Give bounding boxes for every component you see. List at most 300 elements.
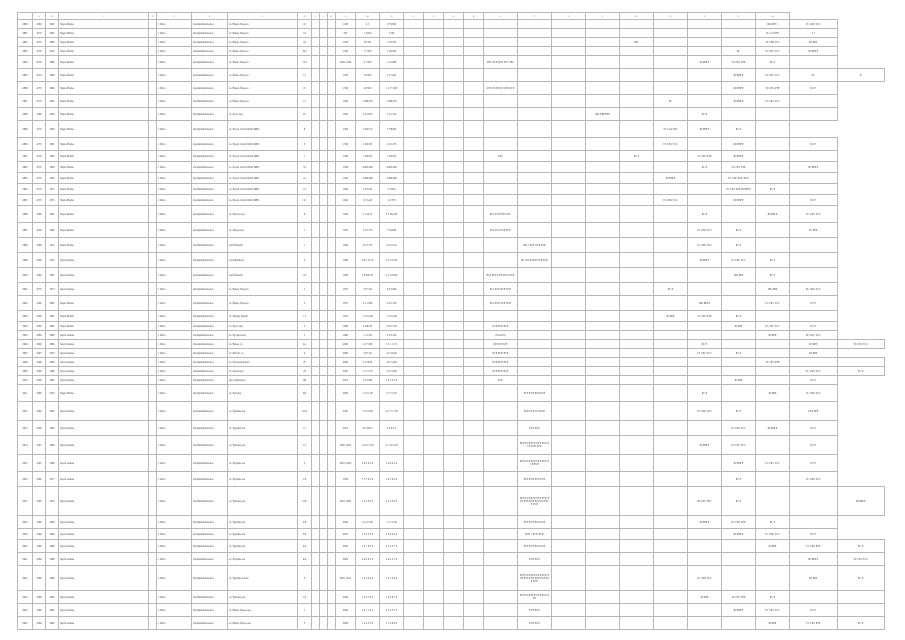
table-cell[interactable]: 567 (336, 29, 356, 38)
table-cell[interactable]: Sepra Suanee (59, 604, 149, 617)
table-cell[interactable]: 1969 (46, 358, 59, 367)
table-cell[interactable]: Sepra Suanee (59, 617, 149, 630)
table-cell[interactable] (464, 296, 484, 311)
table-cell[interactable] (444, 69, 464, 82)
table-cell[interactable]: 2 3 1 630 (356, 296, 380, 311)
table-cell[interactable]: ID PPP (722, 376, 756, 385)
column-header[interactable]: T (518, 13, 552, 20)
table-cell[interactable]: 1 5 1 1 3 0 (380, 340, 404, 349)
table-cell[interactable]: 1 Poria (157, 69, 192, 82)
table-cell[interactable] (484, 238, 518, 253)
table-cell[interactable]: 2280 (33, 553, 46, 566)
table-cell[interactable] (484, 173, 518, 184)
table-cell[interactable] (149, 184, 157, 195)
table-cell[interactable] (444, 472, 464, 487)
table-cell[interactable]: PC E (722, 487, 756, 516)
table-cell[interactable] (404, 20, 424, 29)
table-cell[interactable]: 2004 (336, 604, 356, 617)
table-cell[interactable] (837, 591, 885, 604)
table-cell[interactable] (464, 121, 484, 138)
table-cell[interactable]: vs. Baupo Nopoou (228, 29, 298, 38)
table-cell[interactable]: ID PPP P (722, 95, 756, 108)
table-cell[interactable] (552, 367, 586, 376)
table-cell[interactable]: vs. Baupo Nopoooou (228, 604, 298, 617)
table-cell[interactable] (444, 349, 464, 358)
table-cell[interactable]: ID 1 ECE ECE ECE ECE (518, 253, 552, 268)
table-cell[interactable] (424, 331, 444, 340)
table-cell[interactable]: TC CEC TCC (722, 253, 756, 268)
table-cell[interactable] (756, 566, 790, 591)
table-cell[interactable]: 1970 (46, 253, 59, 268)
table-cell[interactable]: Oooibpmmadoodoo (192, 472, 228, 487)
table-cell[interactable] (320, 162, 328, 173)
table-cell[interactable] (552, 69, 586, 82)
table-cell[interactable] (149, 540, 157, 553)
table-cell[interactable] (620, 238, 654, 253)
table-cell[interactable]: vs. Baupo Nopoou (228, 296, 298, 311)
table-cell[interactable]: Nepra Pluma (59, 206, 149, 223)
table-cell[interactable] (688, 20, 722, 29)
table-cell[interactable]: ID PPP P (722, 529, 756, 540)
table-cell[interactable] (722, 617, 756, 630)
table-cell[interactable]: 5 (298, 322, 312, 331)
table-cell[interactable]: PC E (790, 82, 838, 95)
table-cell[interactable] (312, 253, 320, 268)
table-cell[interactable] (320, 253, 328, 268)
table-cell[interactable]: vs. Pyoex Caraxt Nelbt MBC (228, 195, 298, 206)
table-cell[interactable] (444, 529, 464, 540)
table-cell[interactable]: 2890 (18, 138, 33, 151)
table-cell[interactable]: 2280 (33, 253, 46, 268)
table-cell[interactable]: 2260 (33, 20, 46, 29)
table-cell[interactable] (620, 553, 654, 566)
table-cell[interactable] (688, 184, 722, 195)
table-cell[interactable] (464, 385, 484, 402)
table-cell[interactable] (688, 472, 722, 487)
table-cell[interactable]: 2260 (33, 540, 46, 553)
table-cell[interactable] (312, 540, 320, 553)
table-cell[interactable] (149, 367, 157, 376)
table-cell[interactable]: Nepra Pluma (59, 223, 149, 238)
table-cell[interactable]: 2280 (33, 331, 46, 340)
table-cell[interactable]: 2280 (33, 385, 46, 402)
table-cell[interactable] (404, 402, 424, 421)
table-cell[interactable]: 2917 (18, 487, 33, 516)
table-cell[interactable] (654, 253, 688, 268)
table-cell[interactable]: 2886 (18, 82, 33, 95)
column-header[interactable]: S (484, 13, 518, 20)
table-cell[interactable] (518, 29, 552, 38)
table-cell[interactable] (328, 566, 336, 591)
table-cell[interactable]: 2 0 5 9 4 0 (380, 472, 404, 487)
table-cell[interactable] (424, 238, 444, 253)
table-cell[interactable]: 1968 (46, 331, 59, 340)
table-cell[interactable]: 4 803,000 (356, 162, 380, 173)
table-cell[interactable] (654, 376, 688, 385)
table-cell[interactable] (404, 195, 424, 206)
table-cell[interactable] (620, 340, 654, 349)
table-cell[interactable]: 1 Poria (157, 29, 192, 38)
table-cell[interactable]: 1970 (46, 385, 59, 402)
table-cell[interactable] (654, 617, 688, 630)
table-cell[interactable] (552, 223, 586, 238)
table-cell[interactable] (149, 108, 157, 121)
table-cell[interactable]: 2280 (33, 206, 46, 223)
table-cell[interactable] (149, 47, 157, 56)
table-cell[interactable] (654, 540, 688, 553)
table-cell[interactable]: Oooibpmmadoodoo (192, 173, 228, 184)
table-cell[interactable] (586, 358, 620, 367)
table-cell[interactable]: 1 4 6 4 2 9 (380, 529, 404, 540)
table-cell[interactable] (149, 331, 157, 340)
table-cell[interactable]: TC CEC PTE (722, 56, 756, 69)
table-cell[interactable] (424, 311, 444, 322)
table-cell[interactable]: 17 (298, 95, 312, 108)
table-cell[interactable] (756, 553, 790, 566)
table-cell[interactable]: 1957 (336, 283, 356, 296)
table-cell[interactable] (484, 617, 518, 630)
table-cell[interactable]: TC CEC TCC (756, 296, 790, 311)
column-header[interactable]: N (380, 13, 404, 20)
table-cell[interactable] (586, 553, 620, 566)
table-cell[interactable] (312, 38, 320, 47)
table-cell[interactable]: Oooibpmmadoodoo (192, 69, 228, 82)
table-cell[interactable] (464, 184, 484, 195)
table-cell[interactable]: 2916 (18, 472, 33, 487)
table-cell[interactable]: 1 030,370 (356, 95, 380, 108)
column-header[interactable]: E (157, 13, 192, 20)
table-cell[interactable] (464, 253, 484, 268)
table-cell[interactable]: ID PPP P (722, 604, 756, 617)
table-cell[interactable] (424, 376, 444, 385)
table-cell[interactable]: 2270 (33, 82, 46, 95)
table-cell[interactable]: 1 Poria (157, 95, 192, 108)
table-cell[interactable]: 4 0 3,770 (356, 238, 380, 253)
table-cell[interactable]: Nepra Pluma (59, 311, 149, 322)
table-cell[interactable]: IDL PPP (756, 283, 790, 296)
table-cell[interactable] (149, 296, 157, 311)
table-cell[interactable]: 2002 (336, 553, 356, 566)
table-cell[interactable] (328, 311, 336, 322)
table-cell[interactable]: Sepra Suanee (59, 340, 149, 349)
table-cell[interactable]: Nepra Pluma (59, 238, 149, 253)
table-cell[interactable] (404, 238, 424, 253)
table-cell[interactable] (756, 121, 790, 138)
table-cell[interactable]: PC E (688, 108, 722, 121)
table-cell[interactable]: 2270 (33, 47, 46, 56)
table-cell[interactable] (518, 223, 552, 238)
table-cell[interactable] (620, 173, 654, 184)
table-cell[interactable]: ID PPP P (756, 421, 790, 436)
table-cell[interactable] (312, 20, 320, 29)
table-cell[interactable]: vs. Pyoex Caraxt Nelbt MBC (228, 162, 298, 173)
table-cell[interactable]: 4 360,000 (356, 173, 380, 184)
table-cell[interactable]: ECE ECE (518, 553, 552, 566)
table-cell[interactable] (149, 151, 157, 162)
table-cell[interactable] (320, 455, 328, 472)
table-cell[interactable] (312, 436, 320, 455)
table-cell[interactable] (424, 38, 444, 47)
table-cell[interactable] (688, 173, 722, 184)
column-header[interactable]: M (356, 13, 380, 20)
table-cell[interactable]: 2270 (33, 38, 46, 47)
table-cell[interactable] (328, 268, 336, 283)
table-cell[interactable]: TC CEC PTE ID PPP P (722, 184, 756, 195)
table-cell[interactable] (586, 20, 620, 29)
table-cell[interactable] (464, 283, 484, 296)
table-cell[interactable] (790, 56, 838, 69)
table-cell[interactable]: 1 8 0 0 3 30 (356, 436, 380, 455)
table-cell[interactable]: Sepra Suanee (59, 591, 149, 604)
table-cell[interactable] (404, 253, 424, 268)
table-cell[interactable] (552, 56, 586, 69)
table-cell[interactable] (312, 385, 320, 402)
table-cell[interactable] (586, 367, 620, 376)
table-cell[interactable]: 1 Poria (157, 151, 192, 162)
table-cell[interactable]: 2891 (18, 151, 33, 162)
table-cell[interactable]: vs. Popwaxpoomob (228, 358, 298, 367)
table-cell[interactable]: 2260 (33, 604, 46, 617)
table-cell[interactable]: vs. Pypeniooou (228, 455, 298, 472)
table-cell[interactable] (620, 56, 654, 69)
table-cell[interactable]: 1 Poria (157, 121, 192, 138)
table-cell[interactable]: 1 Poria (157, 553, 192, 566)
table-cell[interactable]: TC 1061 TCC (688, 223, 722, 238)
table-cell[interactable]: vs. Baupo Nopoou (228, 20, 298, 29)
table-cell[interactable] (484, 29, 518, 38)
table-cell[interactable]: PC E (790, 296, 838, 311)
table-cell[interactable]: TC CEC TCC (688, 349, 722, 358)
table-cell[interactable]: vs. Pypeniooou (228, 436, 298, 455)
table-cell[interactable]: vs. Ncbyoooou (228, 206, 298, 223)
table-cell[interactable] (654, 340, 688, 349)
table-cell[interactable]: PC E (722, 311, 756, 322)
table-cell[interactable]: 3/8 (298, 516, 312, 529)
table-cell[interactable]: 1967 (46, 138, 59, 151)
table-cell[interactable]: 2270 (33, 69, 46, 82)
table-cell[interactable] (518, 331, 552, 340)
table-cell[interactable]: 10 (298, 162, 312, 173)
table-cell[interactable] (586, 617, 620, 630)
table-cell[interactable] (444, 47, 464, 56)
table-cell[interactable] (552, 95, 586, 108)
column-header[interactable]: K (328, 13, 336, 20)
table-cell[interactable] (404, 121, 424, 138)
table-cell[interactable] (328, 47, 336, 56)
table-cell[interactable] (586, 402, 620, 421)
table-cell[interactable]: TC CEC TCC (756, 69, 790, 82)
table-cell[interactable] (620, 184, 654, 195)
table-cell[interactable]: 1963 (46, 121, 59, 138)
table-cell[interactable] (464, 591, 484, 604)
table-cell[interactable]: 4/4 (298, 540, 312, 553)
table-cell[interactable]: PC E (722, 349, 756, 358)
table-cell[interactable]: 2001 (336, 529, 356, 540)
table-cell[interactable]: 1 Poria (157, 436, 192, 455)
table-cell[interactable] (464, 268, 484, 283)
table-cell[interactable]: 2280 (33, 268, 46, 283)
table-cell[interactable]: TC 1061 TCC (790, 385, 838, 402)
table-cell[interactable] (552, 238, 586, 253)
table-cell[interactable]: TC CEC PTE (790, 617, 838, 630)
table-cell[interactable]: ECE ECE ECE (484, 367, 518, 376)
table-cell[interactable] (688, 540, 722, 553)
table-cell[interactable] (756, 151, 790, 162)
table-cell[interactable] (756, 402, 790, 421)
table-cell[interactable]: 2280 (33, 376, 46, 385)
table-cell[interactable] (312, 340, 320, 349)
table-cell[interactable]: Sepra Suanee (59, 436, 149, 455)
table-cell[interactable]: ID PPP (756, 385, 790, 402)
table-cell[interactable]: 2000 (336, 349, 356, 358)
table-cell[interactable] (444, 376, 464, 385)
table-cell[interactable]: 1 3 9 4,40 (380, 311, 404, 322)
table-cell[interactable]: Oooibpmmadoodoo (192, 151, 228, 162)
table-cell[interactable] (790, 108, 838, 121)
table-cell[interactable]: Sepra Suanee (59, 283, 149, 296)
table-cell[interactable] (552, 617, 586, 630)
table-cell[interactable] (424, 195, 444, 206)
table-cell[interactable] (518, 38, 552, 47)
table-cell[interactable] (484, 472, 518, 487)
table-cell[interactable] (424, 173, 444, 184)
table-cell[interactable]: 1963 (46, 402, 59, 421)
table-cell[interactable]: Sepra Suanee (59, 358, 149, 367)
table-cell[interactable] (320, 82, 328, 95)
table-cell[interactable] (328, 340, 336, 349)
table-cell[interactable] (586, 349, 620, 358)
table-cell[interactable]: 2260 (33, 108, 46, 121)
table-cell[interactable]: 1962 (46, 604, 59, 617)
table-cell[interactable]: 2002 (336, 540, 356, 553)
table-cell[interactable]: 1943, 1924 (336, 56, 356, 69)
table-cell[interactable] (586, 121, 620, 138)
table-cell[interactable]: E (837, 69, 885, 82)
table-cell[interactable] (654, 436, 688, 455)
table-cell[interactable]: Oooibpmmadoodoo (192, 376, 228, 385)
table-cell[interactable]: 1977 (46, 472, 59, 487)
table-cell[interactable] (320, 121, 328, 138)
table-cell[interactable] (620, 108, 654, 121)
table-cell[interactable]: Oooibpmmadoodoo (192, 402, 228, 421)
table-cell[interactable]: Nepra Pluma (59, 69, 149, 82)
table-cell[interactable] (149, 487, 157, 516)
table-cell[interactable]: 2900 (18, 268, 33, 283)
table-cell[interactable] (722, 108, 756, 121)
column-header[interactable]: R (464, 13, 484, 20)
table-cell[interactable] (688, 455, 722, 472)
table-cell[interactable]: 2 440 20 (356, 322, 380, 331)
table-cell[interactable] (444, 367, 464, 376)
table-cell[interactable] (424, 206, 444, 223)
table-cell[interactable]: ECE ECE 2b 8 ECE (518, 402, 552, 421)
table-cell[interactable]: ECE PPP (790, 402, 838, 421)
table-cell[interactable] (518, 376, 552, 385)
column-header[interactable]: I (312, 13, 320, 20)
table-cell[interactable] (149, 20, 157, 29)
table-cell[interactable] (328, 455, 336, 472)
table-cell[interactable]: ID PPP (790, 38, 838, 47)
table-cell[interactable] (464, 195, 484, 206)
table-cell[interactable] (552, 402, 586, 421)
table-cell[interactable]: ECE ECE ECE ECE (518, 516, 552, 529)
table-cell[interactable]: 2921 (18, 553, 33, 566)
table-cell[interactable]: 1 Poria (157, 367, 192, 376)
table-cell[interactable]: 4 7 4 3 7 9 (380, 604, 404, 617)
table-cell[interactable]: 3 1 (790, 29, 838, 38)
table-cell[interactable] (586, 268, 620, 283)
table-cell[interactable] (149, 349, 157, 358)
table-cell[interactable]: 2918 (18, 516, 33, 529)
table-cell[interactable] (722, 367, 756, 376)
table-cell[interactable] (620, 376, 654, 385)
table-cell[interactable] (312, 376, 320, 385)
table-cell[interactable]: 4 5 0,370 (380, 138, 404, 151)
table-cell[interactable]: PC E (837, 617, 885, 630)
table-cell[interactable]: 25 (298, 268, 312, 283)
table-cell[interactable] (464, 20, 484, 29)
table-cell[interactable]: 1967 (46, 95, 59, 108)
table-cell[interactable] (464, 421, 484, 436)
table-cell[interactable]: PC E (620, 151, 654, 162)
table-cell[interactable] (654, 69, 688, 82)
table-cell[interactable] (654, 385, 688, 402)
table-cell[interactable]: PC E (688, 206, 722, 223)
table-cell[interactable]: 2270 (33, 56, 46, 69)
table-cell[interactable] (464, 553, 484, 566)
table-cell[interactable] (620, 385, 654, 402)
table-cell[interactable]: 2001 (336, 402, 356, 421)
table-cell[interactable] (688, 47, 722, 56)
table-cell[interactable]: PC CEC TCC (790, 331, 838, 340)
table-cell[interactable]: vs. Baupo Nopoou (228, 82, 298, 95)
table-cell[interactable]: 3 2 7 8,270 (380, 253, 404, 268)
table-cell[interactable] (586, 331, 620, 340)
table-cell[interactable] (518, 283, 552, 296)
table-cell[interactable]: 1967 (46, 29, 59, 38)
table-cell[interactable]: 1 Poria (157, 138, 192, 151)
table-cell[interactable] (149, 195, 157, 206)
table-cell[interactable] (620, 540, 654, 553)
table-cell[interactable]: 1963 (46, 173, 59, 184)
table-cell[interactable]: 1 (298, 151, 312, 162)
table-cell[interactable] (654, 604, 688, 617)
table-cell[interactable] (518, 184, 552, 195)
table-cell[interactable]: 1 (298, 604, 312, 617)
table-cell[interactable] (552, 421, 586, 436)
table-cell[interactable]: TC 1961 TCC (688, 238, 722, 253)
table-cell[interactable] (312, 604, 320, 617)
table-cell[interactable] (328, 516, 336, 529)
table-cell[interactable]: 3 5 80,0 (380, 184, 404, 195)
table-cell[interactable] (484, 385, 518, 402)
table-cell[interactable]: Sepra Suanee (59, 516, 149, 529)
table-cell[interactable]: 2001, 2001 (336, 487, 356, 516)
table-cell[interactable]: PC E (722, 238, 756, 253)
table-cell[interactable] (149, 206, 157, 223)
table-cell[interactable]: 10 (298, 20, 312, 29)
table-cell[interactable]: DTC ECE ECE TEC TEC (484, 56, 518, 69)
table-cell[interactable] (464, 487, 484, 516)
table-cell[interactable]: 17 (298, 421, 312, 436)
table-cell[interactable]: 1 (298, 283, 312, 296)
table-cell[interactable]: 2000 (336, 358, 356, 367)
table-cell[interactable] (552, 296, 586, 311)
table-cell[interactable]: PC E (837, 540, 885, 553)
table-cell[interactable] (586, 385, 620, 402)
table-cell[interactable]: 23 (298, 367, 312, 376)
column-header[interactable]: O (404, 13, 424, 20)
